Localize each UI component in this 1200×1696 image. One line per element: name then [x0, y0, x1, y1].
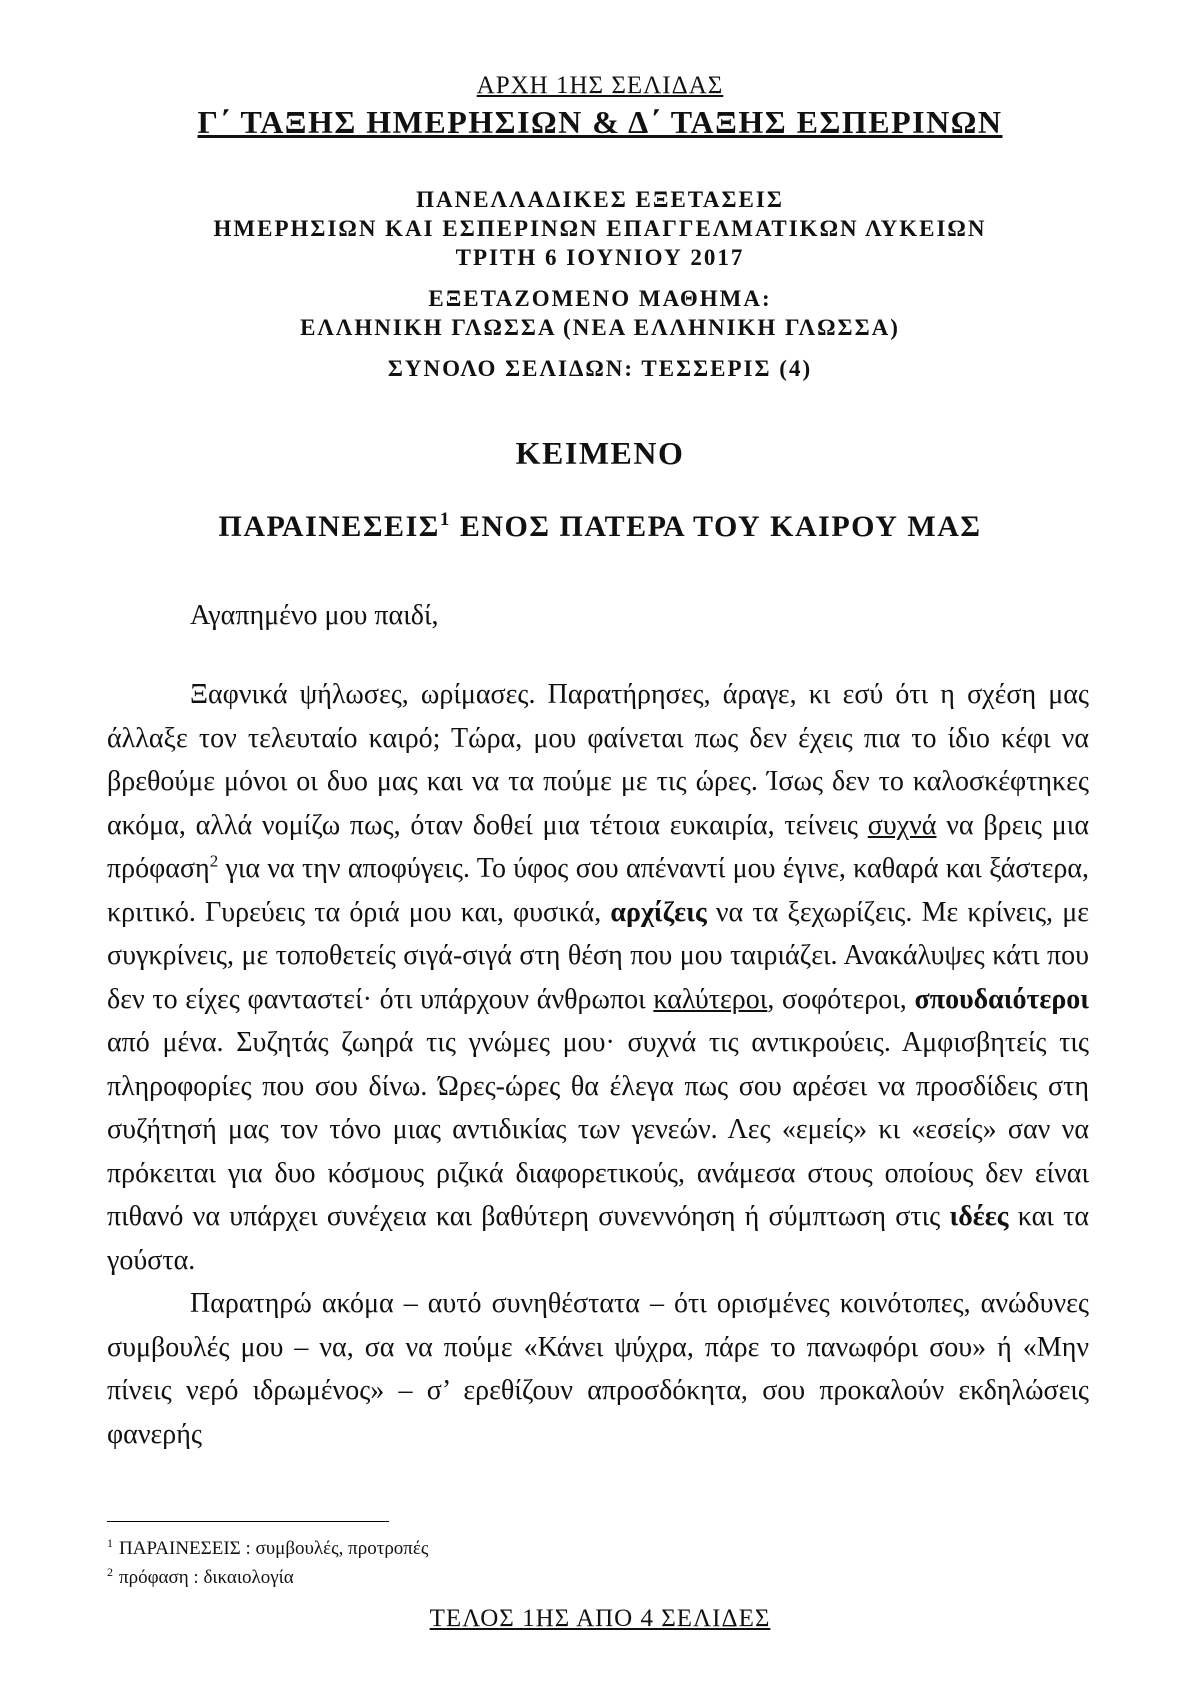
paragraph-2: Παρατηρώ ακόμα – αυτό συνηθέστατα – ότι ορισμένες κοινότοπες, ανώδυνες συμβουλές μου – να, σα να πούμε «Κάνει ψύχρα, πάρε το πανωφόρι σου» ή «Μην πίνεις νερό ιδρωμένος» – σ’ ερεθίζουν απροσδόκητα, σου προκαλούν εκδηλώσεις φανερής — [107, 1288, 1089, 1450]
subject-block — [0, 284, 1200, 342]
exam-date: ΤΡΙΤΗ 6 ΙΟΥΝΙΟΥ 2017 — [455, 245, 745, 270]
bold-word: αρχίζεις — [610, 896, 707, 928]
footnote-ref-1: 1 — [439, 509, 451, 530]
footnote-ref-2: 2 — [209, 851, 219, 871]
footnotes — [107, 1534, 428, 1592]
article-title-part1: ΠΑΡΑΙΝΕΣΕΙΣ — [218, 510, 440, 543]
start-page-label: ΑΡΧΗ 1ΗΣ ΣΕΛΙΔΑΣ — [476, 72, 724, 99]
text-run: , σοφότεροι, — [767, 983, 915, 1015]
underlined-word: συχνά — [867, 809, 937, 841]
subject-name: ΕΛΛΗΝΙΚΗ ΓΛΩΣΣΑ (ΝΕΑ ΕΛΛΗΝΙΚΗ ΓΛΩΣΣΑ) — [300, 315, 900, 340]
article-title-part2: ΕΝΟΣ ΠΑΤΕΡΑ ΤΟΥ ΚΑΙΡΟΥ ΜΑΣ — [450, 510, 982, 543]
total-pages: ΣΥΝΟΛΟ ΣΕΛΙΔΩΝ: ΤΕΣΣΕΡΙΣ (4) — [387, 356, 813, 381]
footnote-separator — [107, 1521, 389, 1522]
section-heading: ΚΕΙΜΕΝΟ — [515, 435, 685, 471]
footnote-mark: 1 — [107, 1535, 113, 1550]
article-body — [107, 673, 1089, 1456]
footnote-text: πρόφαση : δικαιολογία — [119, 1567, 294, 1588]
bold-word: σπουδαιότεροι — [914, 983, 1089, 1015]
salutation: Αγαπημένο μου παιδί, — [190, 600, 439, 631]
class-line: Γ΄ ΤΑΞΗΣ ΗΜΕΡΗΣΙΩΝ & Δ΄ ΤΑΞΗΣ ΕΣΠΕΡΙΝΩΝ — [197, 104, 1003, 140]
footnote-text: ΠΑΡΑΙΝΕΣΕΙΣ : συμβουλές, προτροπές — [119, 1538, 429, 1559]
text-run: από μένα. Συζητάς ζωηρά τις γνώμες μου· συχνά τις αντικρούεις. Αμφισβητείς τις πληροφορίες που σου δίνω. Ώρες-ώρες θα έλεγα πως σου αρέσει να προσδίδεις στη συζήτησή μας τον τόνο μιας αντιδικίας των γενεών. Λες «εμείς» κι «εσείς» σαν να πρόκειται για δυο κόσμους ριζικά διαφορετικούς, ανάμεσα στους οποίους δεν είναι πιθανό να υπάρχει συνέχεια και βαθύτερη συνεννόηση ή σύμπτωση στις — [107, 1027, 1089, 1232]
article-title — [0, 510, 1200, 544]
bold-word: ιδέες — [949, 1201, 1009, 1232]
underlined-word: καλύτεροι — [653, 983, 768, 1015]
footnote-1 — [107, 1534, 428, 1563]
exam-schools: ΗΜΕΡΗΣΙΩΝ ΚΑΙ ΕΣΠΕΡΙΝΩΝ ΕΠΑΓΓΕΛΜΑΤΙΚΩΝ ΛΥΚΕΙΩΝ — [213, 216, 987, 241]
exam-info — [0, 185, 1200, 383]
end-page-label: ΤΕΛΟΣ 1ΗΣ ΑΠΟ 4 ΣΕΛΙΔΕΣ — [429, 1605, 771, 1632]
text-run: να βρεις μια πρόφαση — [107, 809, 1089, 884]
text-run: Ξαφνικά ψήλωσες, ωρίμασες. Παρατήρησες, άραγε, κι εσύ ότι η σχέση μας άλλαξε τον τελευταίο καιρό; Τώρα, μου φαίνεται πως δεν έχεις πια το ίδιο κέφι να βρεθούμε μόνοι οι δυο μας και να τα πούμε με τις ώρες. Ίσως δεν το καλοσκέφτηκες ακόμα, αλλά νομίζω πως, όταν δοθεί μια τέτοια ευκαιρία, τείνεις — [107, 679, 1089, 841]
page-header — [0, 70, 1200, 142]
footnote-2 — [107, 1563, 428, 1592]
text-run: για να την αποφύγεις. Το ύφος σου απέναντί μου έγινε, καθαρά και ξάστερα, κριτικό. Γυρεύεις τα όριά μου και, φυσικά, — [107, 853, 1089, 928]
text-run: να τα ξεχωρίζεις. Με κρίνεις, με συγκρίνεις, με τοποθετείς σιγά-σιγά στη θέση που μου ταιριάζει. Ανακάλυψες κάτι που δεν το είχες φανταστεί· ότι υπάρχουν άνθρωποι — [107, 896, 1089, 1015]
paragraph-1 — [107, 673, 1089, 1282]
text-run: και τα γούστα. — [107, 1201, 1089, 1276]
subject-label: ΕΞΕΤΑΖΟΜΕΝΟ ΜΑΘΗΜΑ: — [428, 286, 772, 311]
exam-title: ΠΑΝΕΛΛΑΔΙΚΕΣ ΕΞΕΤΑΣΕΙΣ — [416, 187, 784, 212]
footnote-mark: 2 — [107, 1564, 113, 1579]
